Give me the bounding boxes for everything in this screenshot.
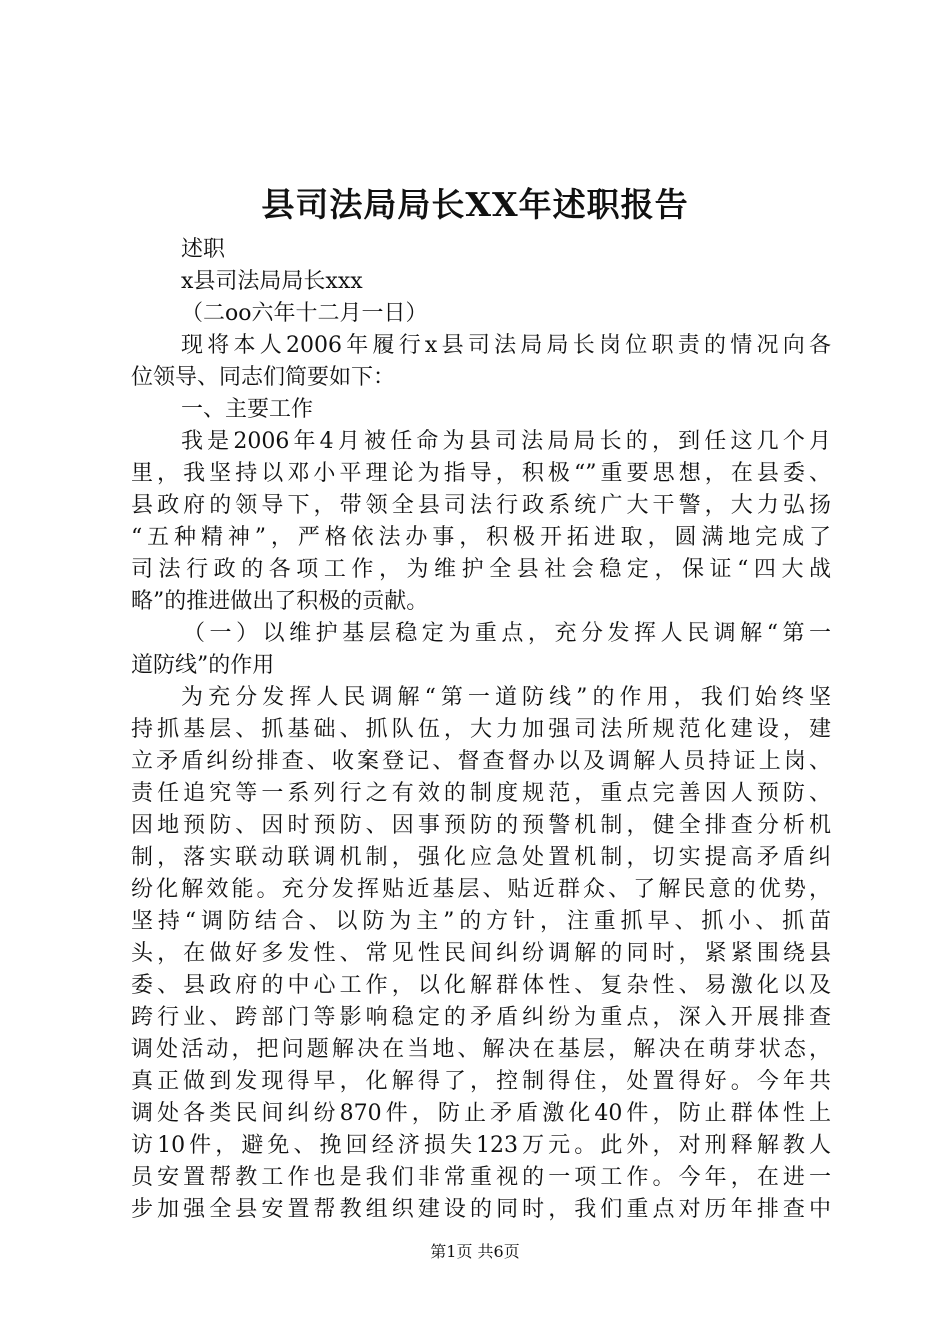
text-line: 责任追究等一系列行之有效的制度规范，重点完善因人预防、 bbox=[131, 781, 831, 806]
document-title: 县司法局局长XX年述职报告 bbox=[261, 185, 689, 224]
text-line: 现将本人2006年履行x县司法局局长岗位职责的情况向各 bbox=[181, 333, 831, 358]
text-line: “五种精神”，严格依法办事，积极开拓进取，圆满地完成了 bbox=[131, 525, 831, 550]
text-line: 为充分发挥人民调解“第一道防线”的作用，我们始终坚 bbox=[181, 685, 831, 710]
text-line: 员安置帮教工作也是我们非常重视的一项工作。今年，在进一 bbox=[131, 1165, 831, 1190]
text-line: 县政府的领导下，带领全县司法行政系统广大干警，大力弘扬 bbox=[131, 493, 831, 518]
text-line: 制，落实联动联调机制，强化应急处置机制，切实提高矛盾纠 bbox=[131, 845, 831, 870]
text-line: x县司法局局长xxx bbox=[181, 269, 363, 294]
text-line: 真正做到发现得早，化解得了，控制得住，处置得好。今年共 bbox=[131, 1069, 831, 1094]
text-line: 持抓基层、抓基础、抓队伍，大力加强司法所规范化建设，建 bbox=[131, 717, 831, 742]
text-line: 调处各类民间纠纷870件，防止矛盾激化40件，防止群体性上 bbox=[131, 1101, 831, 1126]
section-heading: 一、主要工作 bbox=[181, 397, 314, 422]
page-footer: 第1页 共6页 bbox=[430, 1242, 520, 1261]
text-line: 立矛盾纠纷排查、收案登记、督查督办以及调解人员持证上岗、 bbox=[131, 749, 831, 774]
text-line: 调处活动，把问题解决在当地、解决在基层，解决在萌芽状态， bbox=[131, 1037, 831, 1062]
text-line: 司法行政的各项工作，为维护全县社会稳定，保证“四大战 bbox=[131, 557, 831, 582]
text-line: 头，在做好多发性、常见性民间纠纷调解的同时，紧紧围绕县 bbox=[131, 941, 831, 966]
text-line: 里，我坚持以邓小平理论为指导，积极“”重要思想，在县委、 bbox=[131, 461, 831, 486]
text-line: 因地预防、因时预防、因事预防的预警机制，健全排查分析机 bbox=[131, 813, 831, 838]
text-line: 位领导、同志们简要如下： bbox=[131, 365, 396, 390]
subsection-heading: （一）以维护基层稳定为重点，充分发挥人民调解“第一 bbox=[183, 621, 831, 646]
text-line: 步加强全县安置帮教组织建设的同时，我们重点对历年排查中 bbox=[131, 1197, 831, 1222]
text-line: 跨行业、跨部门等影响稳定的矛盾纠纷为重点，深入开展排查 bbox=[131, 1005, 831, 1030]
document-body bbox=[131, 234, 831, 1226]
text-line: 略”的推进做出了积极的贡献。 bbox=[131, 589, 429, 614]
subsection-heading-cont: 道防线”的作用 bbox=[131, 653, 275, 678]
text-line: 我是2006年4月被任命为县司法局局长的，到任这几个月 bbox=[181, 429, 831, 454]
text-line: 委、县政府的中心工作，以化解群体性、复杂性、易激化以及 bbox=[131, 973, 831, 998]
text-line: 坚持“调防结合、以防为主”的方针，注重抓早、抓小、抓苗 bbox=[131, 909, 831, 934]
text-line: 访10件，避免、挽回经济损失123万元。此外，对刑释解教人 bbox=[131, 1133, 831, 1158]
text-line: 述职 bbox=[181, 237, 226, 262]
text-line: （二oo六年十二月一日） bbox=[181, 301, 428, 326]
text-line: 纷化解效能。充分发挥贴近基层、贴近群众、了解民意的优势， bbox=[131, 877, 831, 902]
